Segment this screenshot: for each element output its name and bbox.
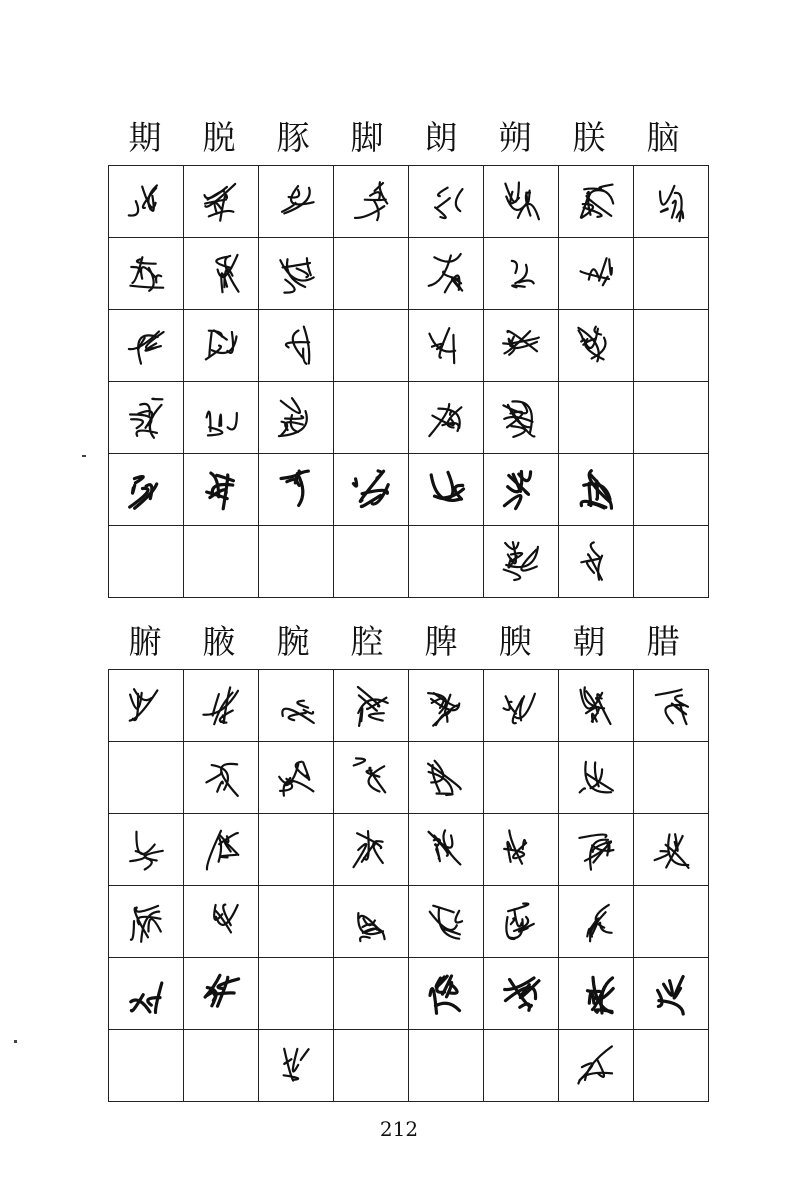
glyph-row <box>109 454 709 526</box>
column-header: 脑 <box>646 118 680 157</box>
glyph-cell <box>184 454 259 526</box>
glyph-cell <box>409 742 484 814</box>
ancient-character-glyph <box>574 826 618 874</box>
ancient-character-glyph <box>274 682 318 730</box>
empty-cell <box>634 742 709 814</box>
glyph-cell <box>484 526 559 598</box>
glyph-cell <box>484 670 559 742</box>
glyph-cell <box>559 670 634 742</box>
empty-cell <box>334 310 409 382</box>
glyph-cell <box>409 310 484 382</box>
empty-cell <box>109 1030 184 1102</box>
ancient-character-glyph <box>199 826 243 874</box>
ancient-character-glyph <box>499 682 543 730</box>
glyph-cell <box>259 1030 334 1102</box>
ancient-character-glyph <box>124 826 168 874</box>
ancient-character-glyph <box>274 322 318 370</box>
empty-cell <box>109 526 184 598</box>
glyph-cell <box>484 238 559 310</box>
section-1-glyph-table <box>108 165 709 598</box>
ancient-character-glyph <box>574 970 618 1018</box>
glyph-cell <box>484 958 559 1030</box>
column-header: 腑 <box>128 622 162 661</box>
ancient-character-glyph <box>649 826 693 874</box>
ancient-character-glyph <box>274 394 318 442</box>
glyph-row <box>109 382 709 454</box>
glyph-cell <box>259 238 334 310</box>
ancient-character-glyph <box>124 898 168 946</box>
ancient-character-glyph <box>349 754 393 802</box>
glyph-cell <box>634 958 709 1030</box>
section-2-header <box>108 622 700 662</box>
glyph-cell <box>409 670 484 742</box>
glyph-cell <box>109 382 184 454</box>
ancient-character-glyph <box>274 466 318 514</box>
glyph-cell <box>334 166 409 238</box>
ancient-character-glyph <box>199 394 243 442</box>
glyph-cell <box>334 454 409 526</box>
ancient-character-glyph <box>124 394 168 442</box>
ancient-character-glyph <box>574 682 618 730</box>
column-header: 腋 <box>202 622 236 661</box>
ancient-character-glyph <box>424 754 468 802</box>
glyph-cell <box>184 886 259 958</box>
ancient-character-glyph <box>274 1042 318 1090</box>
glyph-cell <box>109 958 184 1030</box>
empty-cell <box>184 1030 259 1102</box>
ancient-character-glyph <box>274 178 318 226</box>
glyph-row <box>109 526 709 598</box>
glyph-cell <box>259 166 334 238</box>
ancient-character-glyph <box>424 970 468 1018</box>
glyph-cell <box>109 454 184 526</box>
ancient-character-glyph <box>124 466 168 514</box>
ancient-character-glyph <box>499 898 543 946</box>
ancient-character-glyph <box>199 250 243 298</box>
glyph-row <box>109 742 709 814</box>
ancient-character-glyph <box>349 898 393 946</box>
empty-cell <box>184 526 259 598</box>
glyph-row <box>109 238 709 310</box>
ancient-character-glyph <box>574 250 618 298</box>
glyph-cell <box>559 454 634 526</box>
empty-cell <box>634 454 709 526</box>
ancient-character-glyph <box>574 322 618 370</box>
ancient-character-glyph <box>499 826 543 874</box>
ancient-character-glyph <box>124 322 168 370</box>
empty-cell <box>409 526 484 598</box>
ancient-character-glyph <box>424 682 468 730</box>
column-header: 豚 <box>276 118 310 157</box>
column-header: 腔 <box>350 622 384 661</box>
ancient-character-glyph <box>199 970 243 1018</box>
glyph-cell <box>259 742 334 814</box>
column-header: 脚 <box>350 118 384 157</box>
empty-cell <box>334 958 409 1030</box>
glyph-cell <box>109 310 184 382</box>
empty-cell <box>634 238 709 310</box>
ancient-character-glyph <box>424 250 468 298</box>
glyph-cell <box>484 310 559 382</box>
glyph-row <box>109 814 709 886</box>
glyph-cell <box>184 670 259 742</box>
glyph-cell <box>559 742 634 814</box>
glyph-cell <box>559 814 634 886</box>
column-header: 腕 <box>276 622 310 661</box>
empty-cell <box>559 382 634 454</box>
ancient-character-glyph <box>574 178 618 226</box>
empty-cell <box>634 310 709 382</box>
ancient-character-glyph <box>199 682 243 730</box>
glyph-row <box>109 310 709 382</box>
glyph-cell <box>484 814 559 886</box>
empty-cell <box>109 742 184 814</box>
empty-cell <box>259 958 334 1030</box>
ancient-character-glyph <box>349 466 393 514</box>
glyph-cell <box>259 454 334 526</box>
glyph-cell <box>184 382 259 454</box>
glyph-cell <box>484 886 559 958</box>
glyph-cell <box>184 742 259 814</box>
ancient-character-glyph <box>424 394 468 442</box>
glyph-cell <box>634 166 709 238</box>
glyph-row <box>109 166 709 238</box>
column-header: 朗 <box>424 118 458 157</box>
ancient-character-glyph <box>124 250 168 298</box>
empty-cell <box>634 1030 709 1102</box>
empty-cell <box>259 814 334 886</box>
glyph-cell <box>334 886 409 958</box>
glyph-cell <box>559 310 634 382</box>
glyph-cell <box>409 382 484 454</box>
empty-cell <box>409 1030 484 1102</box>
glyph-cell <box>559 166 634 238</box>
column-header: 朔 <box>498 118 532 157</box>
ancient-character-glyph <box>499 466 543 514</box>
ancient-character-glyph <box>649 178 693 226</box>
section-1-header <box>108 118 700 158</box>
glyph-row <box>109 670 709 742</box>
column-header: 脱 <box>202 118 236 157</box>
empty-cell <box>634 382 709 454</box>
glyph-cell <box>184 238 259 310</box>
empty-cell <box>334 526 409 598</box>
ancient-character-glyph <box>349 826 393 874</box>
glyph-cell <box>184 958 259 1030</box>
glyph-cell <box>184 814 259 886</box>
column-header: 朝 <box>572 622 606 661</box>
empty-cell <box>334 238 409 310</box>
ancient-character-glyph <box>574 466 618 514</box>
ancient-character-glyph <box>124 178 168 226</box>
glyph-cell <box>259 310 334 382</box>
glyph-cell <box>334 814 409 886</box>
ancient-character-glyph <box>199 322 243 370</box>
ancient-character-glyph <box>574 1042 618 1090</box>
glyph-row <box>109 886 709 958</box>
glyph-cell <box>334 670 409 742</box>
ancient-character-glyph <box>424 322 468 370</box>
ancient-character-glyph <box>424 466 468 514</box>
ancient-character-glyph <box>124 970 168 1018</box>
ancient-character-glyph <box>199 466 243 514</box>
glyph-cell <box>484 382 559 454</box>
column-header: 脾 <box>424 622 458 661</box>
glyph-cell <box>184 310 259 382</box>
glyph-cell <box>409 886 484 958</box>
ancient-character-glyph <box>349 682 393 730</box>
scan-speck <box>14 1040 17 1043</box>
empty-cell <box>484 1030 559 1102</box>
column-header: 朕 <box>572 118 606 157</box>
ancient-character-glyph <box>499 538 543 586</box>
glyph-cell <box>559 1030 634 1102</box>
empty-cell <box>334 1030 409 1102</box>
ancient-character-glyph <box>424 898 468 946</box>
glyph-cell <box>559 886 634 958</box>
glyph-cell <box>634 814 709 886</box>
glyph-cell <box>559 526 634 598</box>
glyph-cell <box>259 382 334 454</box>
column-header: 期 <box>128 118 162 157</box>
ancient-character-glyph <box>274 250 318 298</box>
empty-cell <box>334 382 409 454</box>
glyph-cell <box>109 238 184 310</box>
empty-cell <box>484 742 559 814</box>
glyph-cell <box>259 670 334 742</box>
ancient-character-glyph <box>124 682 168 730</box>
glyph-row <box>109 958 709 1030</box>
ancient-character-glyph <box>199 898 243 946</box>
glyph-cell <box>409 814 484 886</box>
ancient-character-glyph <box>499 250 543 298</box>
ancient-character-glyph <box>199 754 243 802</box>
ancient-character-glyph <box>499 178 543 226</box>
ancient-character-glyph <box>424 178 468 226</box>
ancient-character-glyph <box>499 970 543 1018</box>
glyph-cell <box>109 886 184 958</box>
glyph-cell <box>559 958 634 1030</box>
section-2-glyph-table <box>108 669 709 1102</box>
ancient-character-glyph <box>424 826 468 874</box>
empty-cell <box>634 526 709 598</box>
scan-speck <box>82 455 86 457</box>
glyph-cell <box>409 454 484 526</box>
glyph-cell <box>409 166 484 238</box>
ancient-character-glyph <box>274 754 318 802</box>
glyph-cell <box>109 814 184 886</box>
glyph-cell <box>484 454 559 526</box>
glyph-cell <box>109 670 184 742</box>
ancient-character-glyph <box>649 682 693 730</box>
ancient-character-glyph <box>649 970 693 1018</box>
glyph-cell <box>184 166 259 238</box>
empty-cell <box>259 526 334 598</box>
ancient-character-glyph <box>574 754 618 802</box>
empty-cell <box>259 886 334 958</box>
glyph-cell <box>559 238 634 310</box>
ancient-character-glyph <box>574 898 618 946</box>
glyph-cell <box>409 238 484 310</box>
ancient-character-glyph <box>349 178 393 226</box>
column-header: 腴 <box>498 622 532 661</box>
glyph-cell <box>109 166 184 238</box>
glyph-cell <box>484 166 559 238</box>
glyph-row <box>109 1030 709 1102</box>
glyph-cell <box>334 742 409 814</box>
column-header: 腊 <box>646 622 680 661</box>
ancient-character-glyph <box>199 178 243 226</box>
glyph-cell <box>634 670 709 742</box>
page-number: 212 <box>379 1117 419 1141</box>
empty-cell <box>634 886 709 958</box>
glyph-cell <box>409 958 484 1030</box>
ancient-character-glyph <box>499 322 543 370</box>
ancient-character-glyph <box>574 538 618 586</box>
ancient-character-glyph <box>499 394 543 442</box>
